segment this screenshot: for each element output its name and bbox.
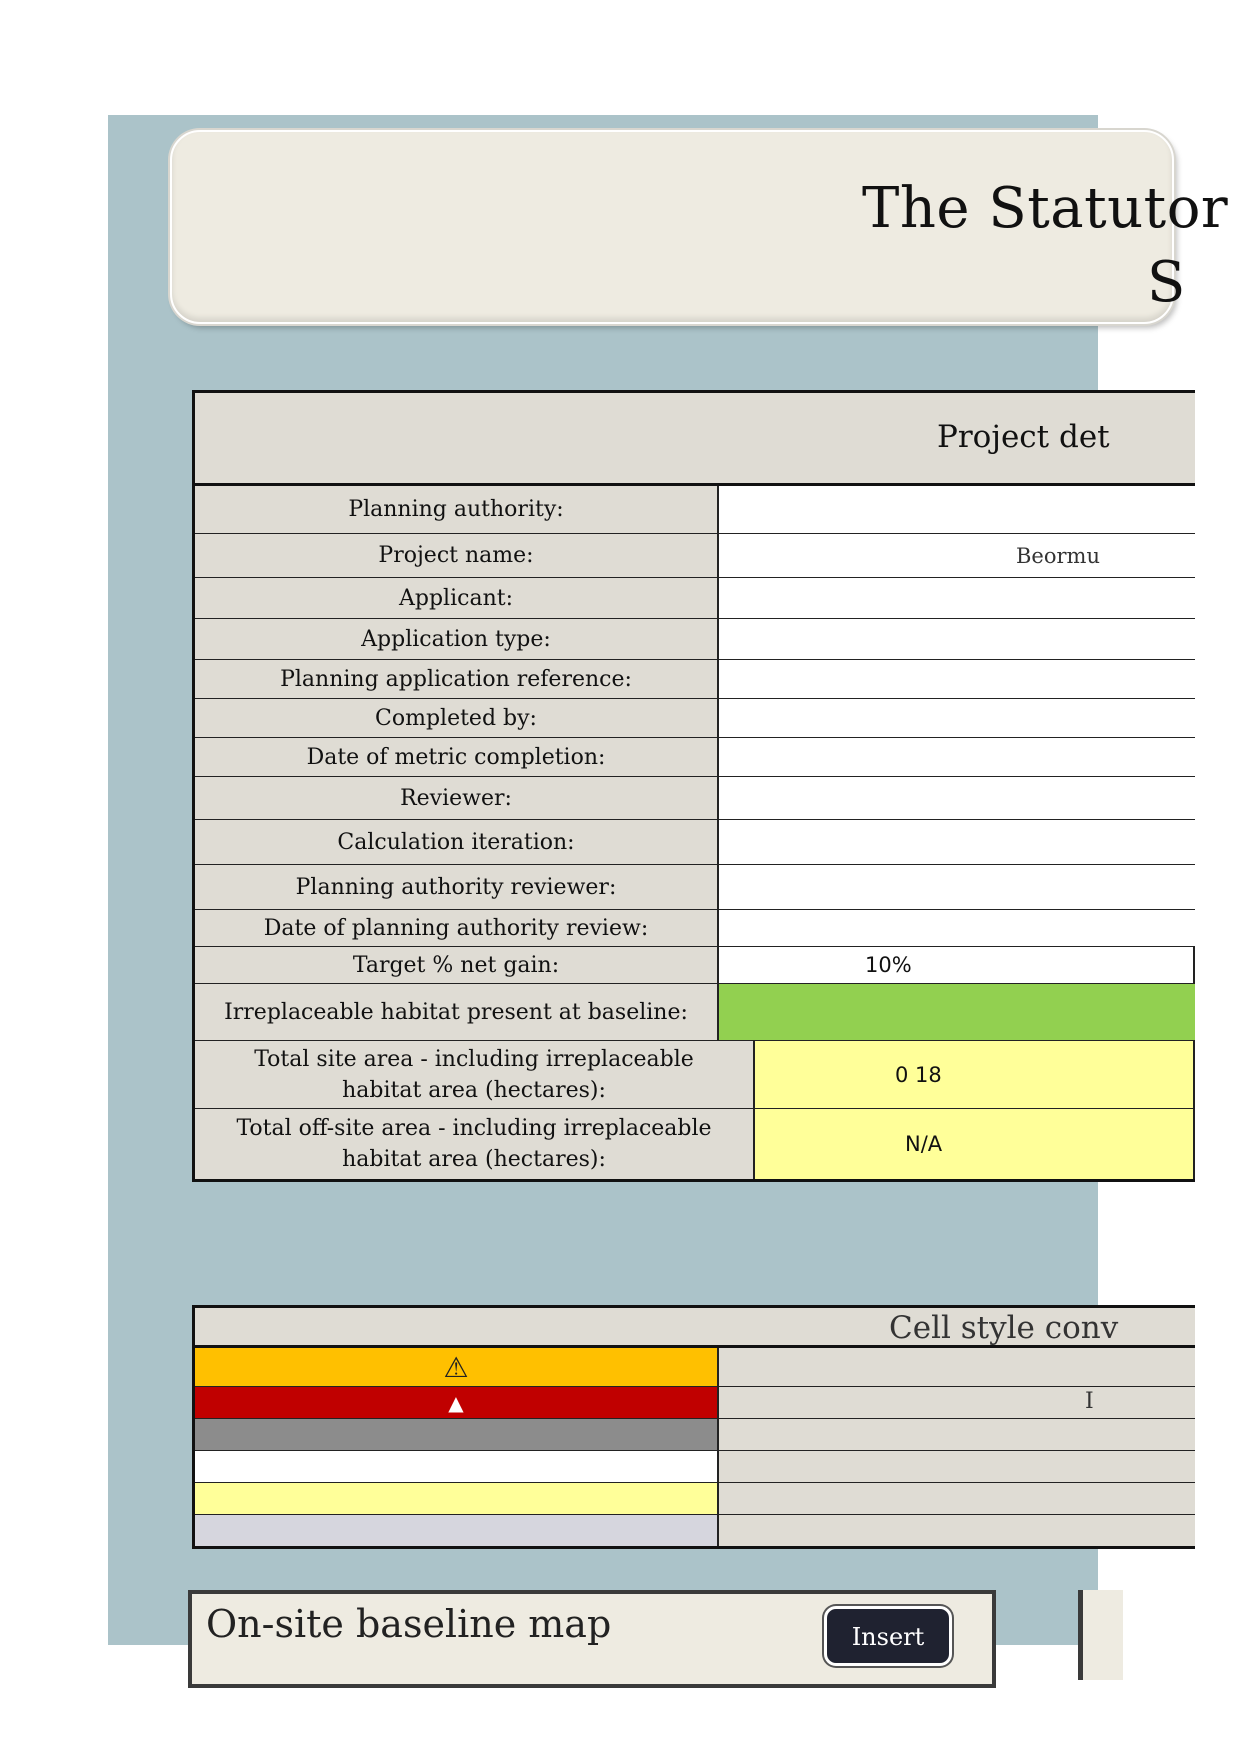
project-details-value-cell[interactable] xyxy=(719,578,1195,618)
project-details-value-cell[interactable]: Beormu xyxy=(719,534,1195,577)
project-details-value-cell[interactable] xyxy=(719,619,1195,659)
project-details-label: Completed by: xyxy=(195,699,719,737)
cell-style-swatch xyxy=(195,1483,719,1514)
project-details-row xyxy=(195,533,1195,577)
cell-style-description xyxy=(719,1387,1195,1418)
project-details-label: Application type: xyxy=(195,619,719,659)
cell-style-conventions-header xyxy=(195,1308,1195,1348)
project-details-value-cell[interactable]: 10% xyxy=(719,947,1195,983)
cell-style-swatch xyxy=(195,1419,719,1450)
cell-style-description xyxy=(719,1483,1195,1514)
project-details-value-cell[interactable] xyxy=(719,738,1195,776)
project-details-value-cell[interactable] xyxy=(719,865,1195,909)
project-details-value-cell[interactable] xyxy=(719,699,1195,737)
project-details-value-cell[interactable] xyxy=(719,486,1195,533)
page-subtitle: S xyxy=(1147,250,1186,315)
project-details-value-cell[interactable] xyxy=(719,984,1195,1040)
cell-style-row xyxy=(195,1418,1195,1450)
project-details-label: Date of metric completion: xyxy=(195,738,719,776)
title-banner xyxy=(170,130,1229,324)
onsite-baseline-map-panel xyxy=(188,1590,996,1688)
cell-style-swatch xyxy=(195,1515,719,1546)
warning-triangle-white-icon: ▲ xyxy=(448,1390,464,1415)
project-details-value-cell[interactable] xyxy=(719,660,1195,698)
project-details-row xyxy=(195,618,1195,659)
project-details-row xyxy=(195,737,1195,776)
project-details-value-cell[interactable]: 0 18 xyxy=(755,1041,1195,1108)
project-details-row xyxy=(195,659,1195,698)
cell-style-row xyxy=(195,1514,1195,1546)
project-details-value-cell[interactable]: N/A xyxy=(755,1109,1195,1179)
project-details-header xyxy=(195,393,1195,486)
cell-style-swatch xyxy=(195,1348,719,1386)
cell-style-description xyxy=(719,1419,1195,1450)
project-details-row xyxy=(195,819,1195,864)
cell-style-description xyxy=(719,1348,1195,1386)
project-details-row xyxy=(195,698,1195,737)
project-details-label: Planning authority: xyxy=(195,486,719,533)
offsite-map-panel-edge xyxy=(1078,1590,1123,1680)
onsite-baseline-map-title: On-site baseline map xyxy=(206,1602,612,1646)
cell-style-row xyxy=(195,1482,1195,1514)
project-details-row xyxy=(195,909,1195,946)
cell-style-row xyxy=(195,1386,1195,1418)
project-details-label: Target % net gain: xyxy=(195,947,719,983)
project-details-row xyxy=(195,577,1195,618)
cell-style-swatch xyxy=(195,1451,719,1482)
project-details-label: Planning application reference: xyxy=(195,660,719,698)
project-details-value-cell[interactable] xyxy=(719,910,1195,946)
project-details-row xyxy=(195,946,1195,983)
project-details-row xyxy=(195,486,1195,533)
cell-style-description xyxy=(719,1451,1195,1482)
cell-style-description-text: I xyxy=(1085,1389,1094,1414)
project-details-row xyxy=(195,864,1195,909)
project-details-label: Project name: xyxy=(195,534,719,577)
project-details-row xyxy=(195,983,1195,1040)
project-details-label: Date of planning authority review: xyxy=(195,910,719,946)
page-title: The Statutor xyxy=(862,176,1229,241)
project-details-row xyxy=(195,776,1195,819)
project-details-label: Applicant: xyxy=(195,578,719,618)
project-details-value-cell[interactable] xyxy=(719,777,1195,819)
cell-style-conventions-heading: Cell style conv xyxy=(889,1310,1119,1346)
cell-style-swatch xyxy=(195,1387,719,1418)
cell-style-row xyxy=(195,1348,1195,1386)
cell-style-row xyxy=(195,1450,1195,1482)
project-details-table xyxy=(192,390,1195,1182)
project-details-row xyxy=(195,1040,1195,1108)
project-details-label: Calculation iteration: xyxy=(195,820,719,864)
project-details-label: Reviewer: xyxy=(195,777,719,819)
cell-style-description xyxy=(719,1515,1195,1546)
project-details-label: Total off-site area - including irreplaceable habitat area (hectares): xyxy=(195,1109,755,1179)
project-details-label: Planning authority reviewer: xyxy=(195,865,719,909)
warning-outline-icon: ⚠ xyxy=(443,1350,469,1384)
project-details-label: Total site area - including irreplaceable habitat area (hectares): xyxy=(195,1041,755,1108)
project-details-value-cell[interactable] xyxy=(719,820,1195,864)
project-details-label: Irreplaceable habitat present at baseline: xyxy=(195,984,719,1040)
cell-style-conventions-table xyxy=(192,1305,1195,1549)
project-details-row xyxy=(195,1108,1195,1179)
insert-map-button[interactable]: Insert xyxy=(824,1606,952,1666)
project-details-heading: Project det xyxy=(937,419,1110,455)
spreadsheet-sheet xyxy=(108,115,1229,1651)
